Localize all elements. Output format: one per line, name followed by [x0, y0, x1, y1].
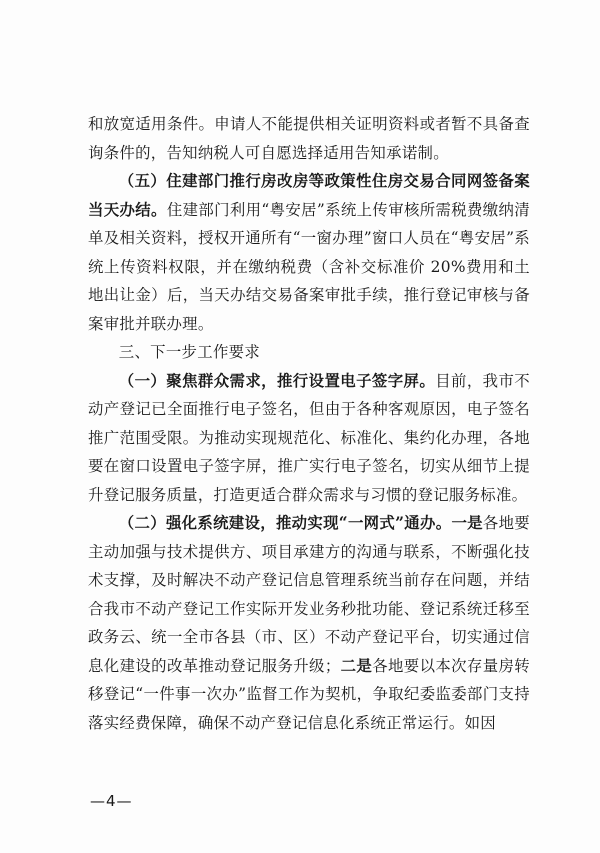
req-2-title: （二）强化系统建设，推动实现“一网式”通办。 [118, 514, 452, 532]
body-text [88, 110, 530, 737]
item-5-title: （五）住建部门推行房改房等政策性住房交易合同网签备案当天办结。 [88, 172, 530, 219]
item-5-body: 住建部门利用“粤安居”系统上传审核所需税费缴纳清单及相关资料，授权开通所有“一窗办理”窗口人员在“粤安居”系统上传资料权限，并在缴纳税费（含补交标准价 20%费用和土地出让金）后，当天办结交易备案审批手续，推行登记审核与备案审批并联办理。 [88, 200, 530, 333]
paragraph-req-1 [88, 367, 530, 510]
paragraph-item-5 [88, 167, 530, 338]
section-heading-3: 三、下一步工作要求 [118, 343, 261, 361]
req-1-body: 目前，我市不动产登记已全面推行电子签名，但由于各种客观原因，电子签名推广范围受限。为推动实现规范化、标准化、集约化办理，各地要在窗口设置电子签字屏，推广实行电子签名，切实从细节上提升登记服务质量，打造更适合群众需求与习惯的登记服务标准。 [88, 371, 530, 504]
page-number: —4— [90, 792, 133, 810]
req-2-second-marker: 二是 [340, 656, 373, 675]
paragraph-req-2 [88, 509, 530, 737]
req-1-title: （一）聚焦群众需求，推行设置电子签字屏。 [118, 371, 436, 390]
req-2-first-marker: 一是 [451, 514, 483, 532]
req-2-first-body: 各地要主动加强与技术提供方、项目承建方的沟通与联系，不断强化技术支撑，及时解决不动产登记信息管理系统当前存在问题，并结合我市不动产登记工作实际开发业务秒批功能、登记系统迁移至政务云、统一全市各县（市、区）不动产登记平台，切实通过信息化建设的改革推动登记服务升级； [88, 514, 530, 675]
req-2-second-body: 各地要以本次存量房转移登记“一件事一次办”监督工作为契机，争取纪委监委部门支持落实经费保障，确保不动产登记信息化系统正常运行。如因 [88, 656, 530, 732]
paragraph-continuation: 和放宽适用条件。申请人不能提供相关证明资料或者暂不具备查询条件的，告知纳税人可自愿选择适用告知承诺制。 [88, 115, 530, 162]
